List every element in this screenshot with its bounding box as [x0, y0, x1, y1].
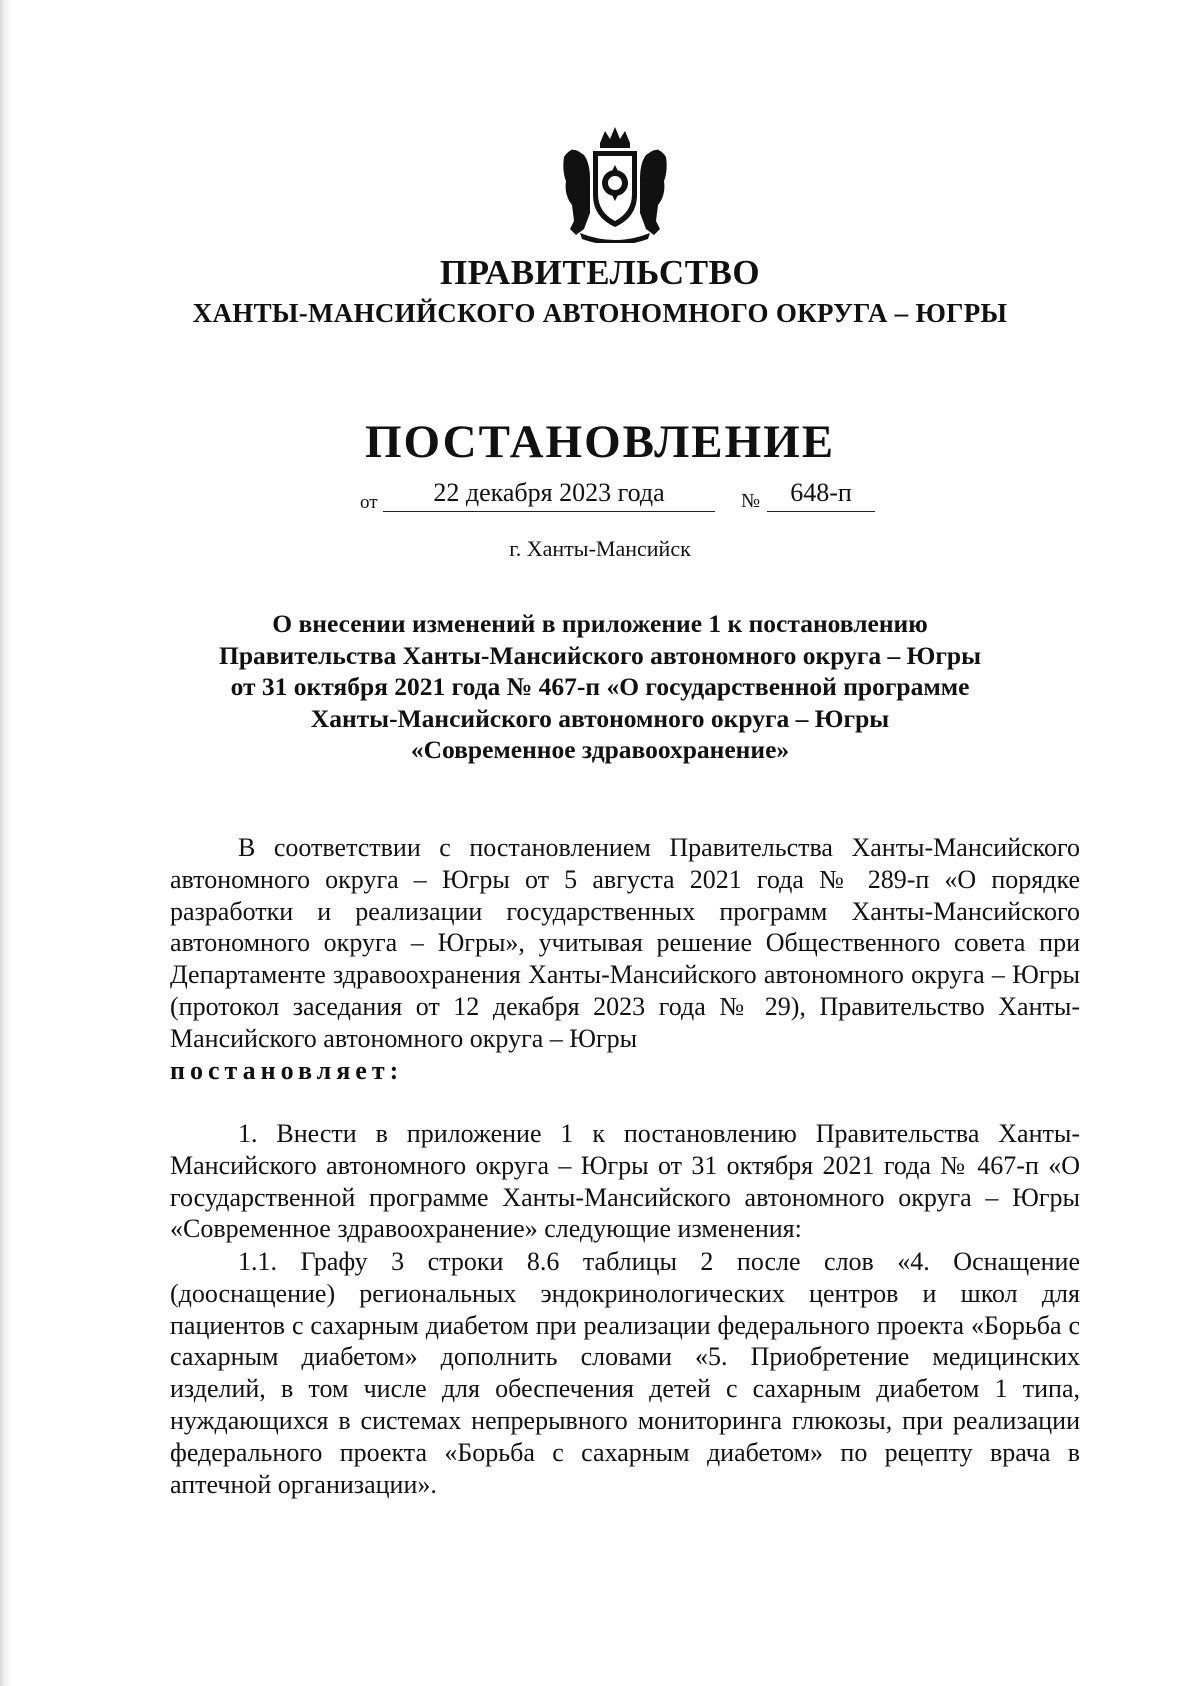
- document-number: 648-п: [767, 478, 875, 512]
- preamble-paragraph: [170, 832, 1080, 1086]
- government-title: ПРАВИТЕЛЬСТВО: [439, 253, 761, 292]
- subject-line: О внесении изменений в приложение 1 к постановлению: [272, 609, 928, 638]
- document-type: ПОСТАНОВЛЕНИЕ: [364, 416, 836, 468]
- coat-of-arms-icon: [560, 125, 670, 243]
- item-1-text: 1. Внести в приложение 1 к постановлению Правительства Ханты-Мансийского автономного округа – Югры от 31 октября 2021 года № 467-п «О государственной программе Ханты-Мансийского автономного округа – Югры «Современное здравоохранение» следующие изменения:: [170, 1119, 1080, 1244]
- city: г. Ханты-Мансийск: [509, 536, 691, 561]
- item-1-paragraph: [170, 1118, 1080, 1245]
- document-date: 22 декабря 2023 года: [383, 478, 715, 512]
- preamble-text: В соответствии с постановлением Правительства Ханты-Мансийского автономного округа – Югры от 5 августа 2021 года № 289-п «О порядке разработки и реализации государственных программ Ханты-Мансийского автономного округа – Югры», учитывая решение Общественного совета при Департаменте здравоохранения Ханты-Мансийского автономного округа – Югры (протокол заседания от 12 декабря 2023 года № 29), Правительство Ханты-Мансийского автономного округа – Югры: [170, 833, 1080, 1053]
- date-number-row: [0, 478, 1200, 518]
- subject-line: Ханты-Мансийского автономного округа – Югры: [310, 703, 890, 733]
- from-label: от: [360, 492, 378, 513]
- subject-line: от 31 октября 2021 года № 467-п «О государственной программе: [230, 672, 970, 701]
- subject-line: «Современное здравоохранение»: [410, 735, 790, 764]
- item-1-1-text: 1.1. Графу 3 строки 8.6 таблицы 2 после слов «4. Оснащение (дооснащение) региональных эндокринологических центров и школ для пациентов с сахарным диабетом при реализации федерального проекта «Борьба с сахарным диабетом» дополнить словами «5. Приобретение медицинских изделий, в том числе для обеспечения детей с сахарным диабетом 1 типа, нуждающихся в системах непрерывного мониторинга глюкозы, при реализации федерального проекта «Борьба с сахарным диабетом» по рецепту врача в аптечной организации».: [170, 1247, 1080, 1499]
- item-1-1-paragraph: [170, 1246, 1080, 1500]
- document-subject: [150, 608, 1050, 766]
- region-title: ХАНТЫ-МАНСИЙСКОГО АВТОНОМНОГО ОКРУГА – ЮГРЫ: [192, 298, 1008, 328]
- subject-line: Правительства Ханты-Мансийского автономного округа – Югры: [218, 640, 981, 670]
- resolves-word: постановляет:: [170, 1055, 404, 1085]
- number-label: №: [741, 490, 761, 512]
